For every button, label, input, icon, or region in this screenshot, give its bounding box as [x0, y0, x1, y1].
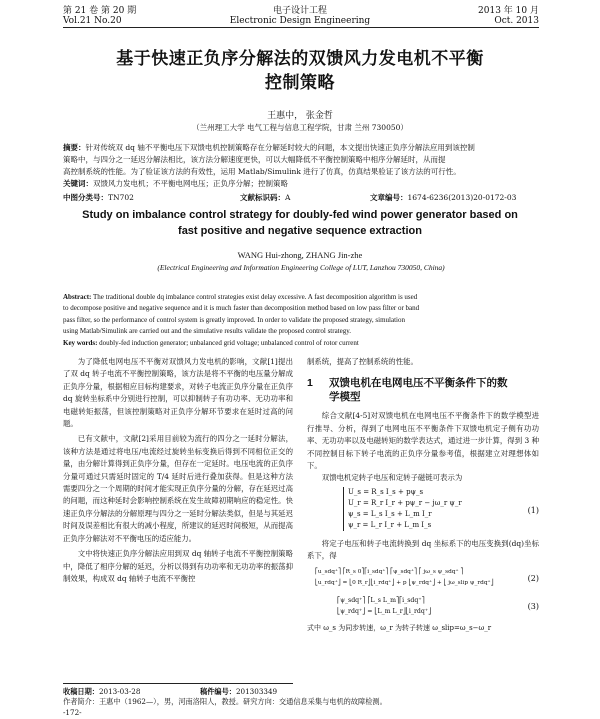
abstract-cn [63, 142, 539, 190]
eq-after: 式中 ω_s 为同步转速，ω_r 为转子转速 ω_slip=ω_s−ω_r [307, 623, 492, 632]
date-cn: 2013 年 10 月 [478, 6, 539, 16]
title-en-line1: Study on imbalance control strategy for doubly-fed wind power generator based on [82, 209, 518, 221]
equation-1: U_s = R_s I_s + pψ_s U_r = R_r I_r + pψ_r − jω_r ψ_r ψ_s = L_s I_s + L_m I_r ψ_r = L_r I_r + L_m I_s (1) [307, 487, 539, 535]
journal-name-cn: 电子设计工程 [272, 6, 327, 16]
title-en-line2: fast positive and negative sequence extraction [178, 225, 422, 237]
affiliation-en: (Electrical Engineering and Information Engineering College of LUT, Lanzhou 730050, China) [157, 263, 445, 272]
page-number: -172- [63, 708, 82, 717]
author-info: 作者简介：王惠中（1962—），男，河南洛阳人，教授。研究方向：交通信息采集与电机的故障检测。 [63, 697, 387, 706]
equation-3: ⎡ψ_sdq⁺⎤ ⎡L_s L_m⎤⎡i_sdq⁺⎤ ⎣ψ_rdq⁺⎦ = ⎣L_m L_r⎦⎣i_rdq⁺⎦ (3) [337, 596, 539, 615]
abstract-cn-label: 摘要： [63, 143, 86, 152]
header-rule [63, 27, 539, 28]
right-col-continuation: 制系统，提高了控制系统的性能。 [307, 357, 418, 366]
section-1-heading: 1 双馈电机在电网电压不平衡条件下的数 学模型 [307, 377, 508, 404]
equation-2: ⎡u_sdq⁺⎤ ⎡R_s 0⎤⎡i_sdq⁺⎤ ⎡ψ_sdq⁺⎤ ⎡ jω_s ψ_sdq⁺ ⎤ ⎣u_rdq⁺⎦ = ⎣0 R_r⎦⎣i_rdq⁺⎦ + p ⎣ψ_rdq⁺⎦ + ⎣ jω_slip ψ_rdq⁺⎦ (2) [315, 568, 539, 586]
received-date: 收稿日期：2013-03-28 [63, 687, 141, 696]
authors-cn: 王惠中， 张金哲 [267, 111, 333, 121]
keywords-cn-label: 关键词： [63, 179, 93, 188]
keywords-en-label: Key words: [63, 338, 98, 347]
abstract-en-line: pass filter, so the performance of control system is greatly improved. In order to validate the proposed strategy, simulation [63, 315, 405, 324]
eq-intro: 双馈电机定转子电压和定转子磁链可表示为 [321, 473, 463, 483]
title-cn-line1: 基于快速正负序分解法的双馈风力发电机不平衡 [116, 49, 484, 69]
abstract-en [63, 292, 539, 349]
date-en: Oct. 2013 [494, 16, 539, 26]
left-column: 为了降低电网电压不平衡对双馈风力发电机的影响，文献[1]提出了双 dq 转子电流不平衡控制策略，该方法是将不平衡的电压量分解成正负序分量，根据相应目标构建要求，对转子电流正负序分量在正负序 dq 旋转坐标系中分别进行控制，可以抑制转子有功功率、无功功率和电磁转矩振荡，但该控制策略对正负序分解环节要求在延时过高的问题。 已有文献中，文献[2]采用目前较为流行的四分之一延时分解法，该种方法是通过将电压/电流经过旋转坐标变换后得到不同相位正交的量，由分解计算得到正负序分量，但存在一定延时。电压电流的正负序分量可通过只需延时固定的 T/4 延时后进行叠加获得。但是这种方法需要四分之一个周期的时间才能实现正负序分量的分解，存在延迟过高的问题，而这种延时会影响控制系统在发生故障初期响应的稳定性。快速正负序分解法的分解原理与四分之一延时分解法类似，但是与其延迟时间及误差相比有很大的减小程度，所建议的延迟时间极短，从而提高正负序分解法对不平衡电压的适应能力。 文中将快速正负序分解法应用到双 dq 轴转子电流不平衡控制策略中，降低了相序分解的延迟，分析以得到有功功率和无功功率的振荡抑制效果，构成双 dq 轴转子电流不平衡控 [63, 357, 293, 583]
manuscript-number: 稿件编号：201303349 [200, 687, 278, 696]
abstract-cn-line: 策略中，与四分之一延迟分解法相比，该方法分解速度更快，可以大幅降低不平衡控制策略中相序分解延时，从而提 [63, 155, 446, 164]
article-number: 文章编号：1674-6236(2013)20-0172-03 [370, 193, 517, 202]
affiliation-cn: （兰州理工大学 电气工程与信息工程学院，甘肃 兰州 730050） [192, 123, 408, 132]
volume-cn: 第 21 卷 第 20 期 [63, 6, 137, 16]
title-cn-line2: 控制策略 [265, 73, 335, 93]
volume-en: Vol.21 No.20 [63, 16, 122, 26]
right-column: 制系统，提高了控制系统的性能。 1 双馈电机在电网电压不平衡条件下的数 学模型 综合文献[4-5]对双馈电机在电网电压不平衡条件下的数学模型进行推导、分析，得到了电网电压不平衡条件下双馈电机定子侧有功功率、无功功率以及电磁转矩的数学表达式，通过进一步计算，得到 3 种不同控制目标下转子电流的正负序分量参考值，根据建立对理想体如下。 双馈电机定转子电压和定转子磁链可表示为 U_s = R_s I_s + pψ_s U_r = R_r I_r + pψ_r − jω_r ψ_r ψ_s = L_s I_s + L_m I_r ψ_r = L_r I_r + L_m I_s (1) 将定子电压和转子电流转换到 dq 坐标系下的电压变换到(dq)坐标系下，得 ⎡u_sdq⁺⎤ ⎡R_s 0⎤⎡i_sdq⁺⎤ ⎡ψ_sdq⁺⎤ ⎡ jω_s ψ_sdq⁺ ⎤ ⎣u_rdq⁺⎦ = ⎣0 R_r⎦⎣i_rdq⁺⎦ + p ⎣ψ_rdq⁺⎦ + ⎣ jω_slip ψ_rdq⁺⎦ (2) ⎡ψ_sdq⁺⎤ ⎡L_s L_m⎤⎡i_sdq⁺⎤ ⎣ψ_rdq⁺⎦ = ⎣L_m L_r⎦⎣i_rdq⁺⎦ (3) 式中 ω_s 为同步转速，ω_r 为转子转速 ω_slip=ω_s−ω_r [307, 356, 539, 634]
keywords-cn-text: 双馈风力发电机；不平衡电网电压；正负序分解；控制策略 [93, 179, 288, 188]
abstract-cn-line: 高控制系统的性能。为了验证该方法的有效性，运用 Matlab/Simulink 进行了仿真，仿真结果验证了该方法的可行性。 [63, 167, 461, 176]
keywords-en-text: doubly-fed induction generator; unbalanced grid voltage; unbalanced control of rotor current [99, 338, 359, 347]
footnote-rule [63, 683, 293, 684]
abstract-en-line: to decompose positive and negative sequence and it is much faster than decomposition method based on low pass filter or band [63, 304, 420, 313]
abstract-en-line: The traditional double dq imbalance control strategies exist delay excessive. A fast decomposition algorithm is used [93, 293, 418, 301]
document-code: 文献标识码：A [240, 193, 291, 202]
authors-en: WANG Hui-zhong, ZHANG Jin-zhe [237, 250, 363, 260]
abstract-cn-line: 针对传统双 dq 轴不平衡电压下双馈电机控制策略存在分解延时较大的问题，本文提出快速正负序分解法应用到该控制 [85, 143, 475, 152]
abstract-en-line: using Matlab/Simulink are carried out and the simulative results validate the proposed control strategy. [63, 327, 352, 336]
clc-number: 中图分类号：TN702 [63, 193, 134, 202]
abstract-en-label: Abstract: [63, 293, 92, 301]
journal-name-en: Electronic Design Engineering [229, 16, 371, 26]
